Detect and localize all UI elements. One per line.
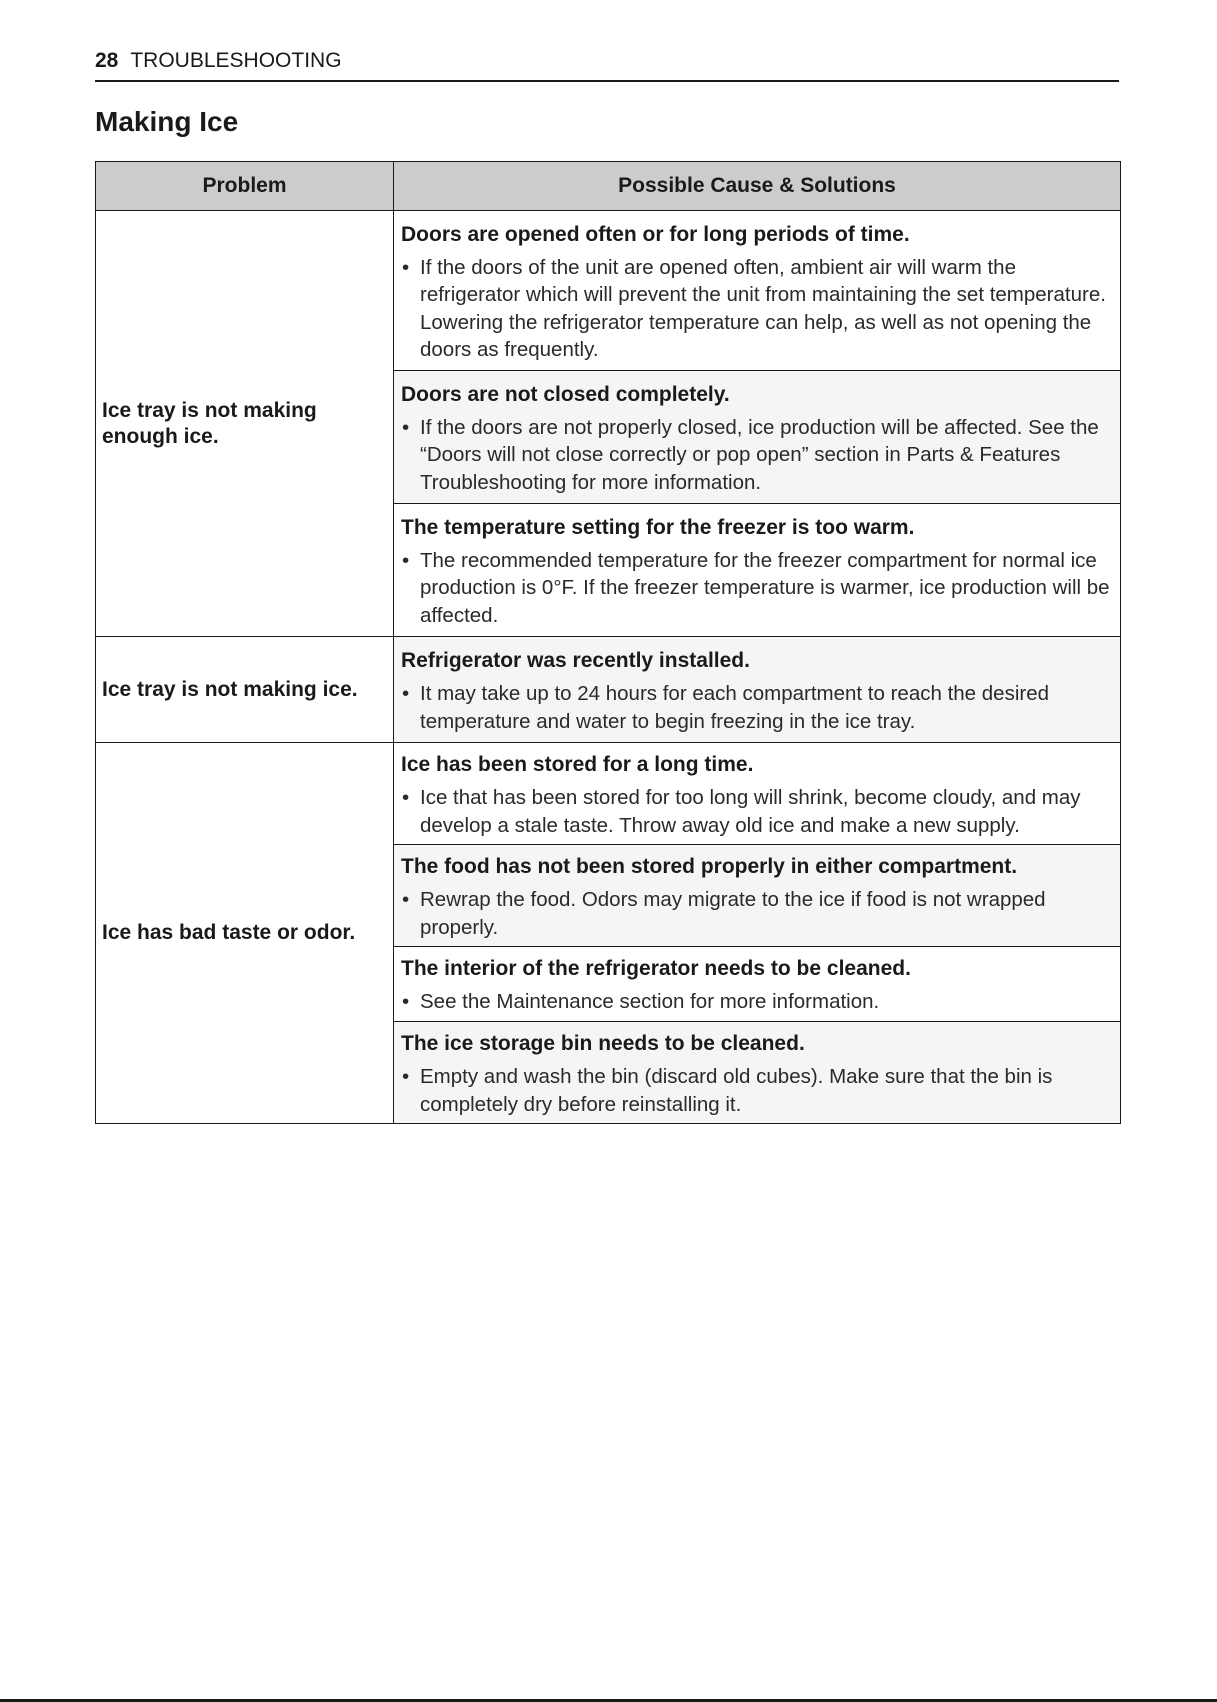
cause-heading: The ice storage bin needs to be cleaned. [401,1032,805,1055]
solution-cell [394,211,1121,371]
solution-text: • The recommended temperature for the freezer compartment for normal ice production is 0°F. If the freezer temperature is warmer, ice production will be affected. [401,547,1114,630]
solution-cell [394,947,1121,1022]
cause-heading: The temperature setting for the freezer is too warm. [401,515,915,539]
table-row [96,743,1121,845]
section-title: Making Ice [95,106,239,137]
column-header-solutions: Possible Cause & Solutions [394,162,1121,211]
solution-cell [394,845,1121,947]
solution-cell [394,504,1121,637]
cause-heading: Doors are not closed completely. [401,382,730,406]
solution-text: • Empty and wash the bin (discard old cubes). Make sure that the bin is completely dry before reinstalling it. [401,1063,1114,1118]
column-header-problem: Problem [96,162,394,211]
solution-text: • If the doors are not properly closed, ice production will be affected. See the “Doors will not close correctly or pop open” section in Parts & Features Troubleshooting for more information. [401,414,1114,497]
solution-text: • See the Maintenance section for more information. [401,988,1114,1016]
table-row [96,211,1121,371]
page-header [95,46,1119,82]
solution-text: • If the doors of the unit are opened often, ambient air will warm the refrigerator which will prevent the unit from maintaining the set temperature. Lowering the refrigerator temperature can help, as well as not opening the doors as frequently. [401,254,1114,364]
cause-heading: The interior of the refrigerator needs to be cleaned. [401,957,911,981]
problem-cell: Ice tray is not making ice. [96,637,394,743]
problem-cell: Ice tray is not making enough ice. [96,211,394,637]
page-number: 28 [95,49,119,72]
table-header-row [96,162,1121,211]
troubleshooting-table [95,161,1121,1124]
problem-cell: Ice has bad taste or odor. [96,743,394,1124]
cause-heading: The food has not been stored properly in either compartment. [401,855,1018,878]
cause-heading: Refrigerator was recently installed. [401,649,750,672]
cause-heading: Doors are opened often or for long periods of time. [401,222,910,246]
solution-cell [394,743,1121,845]
solution-cell [394,371,1121,504]
header-section: TROUBLESHOOTING [130,49,342,72]
solution-text: • It may take up to 24 hours for each compartment to reach the desired temperature and water to begin freezing in the ice tray. [401,680,1114,735]
table-row [96,637,1121,743]
solution-text: • Rewrap the food. Odors may migrate to the ice if food is not wrapped properly. [401,886,1114,941]
solution-text: • Ice that has been stored for too long will shrink, become cloudy, and may develop a stale taste. Throw away old ice and make a new supply. [401,784,1114,839]
cause-heading: Ice has been stored for a long time. [401,753,754,776]
solution-cell [394,1022,1121,1124]
solution-cell [394,637,1121,743]
